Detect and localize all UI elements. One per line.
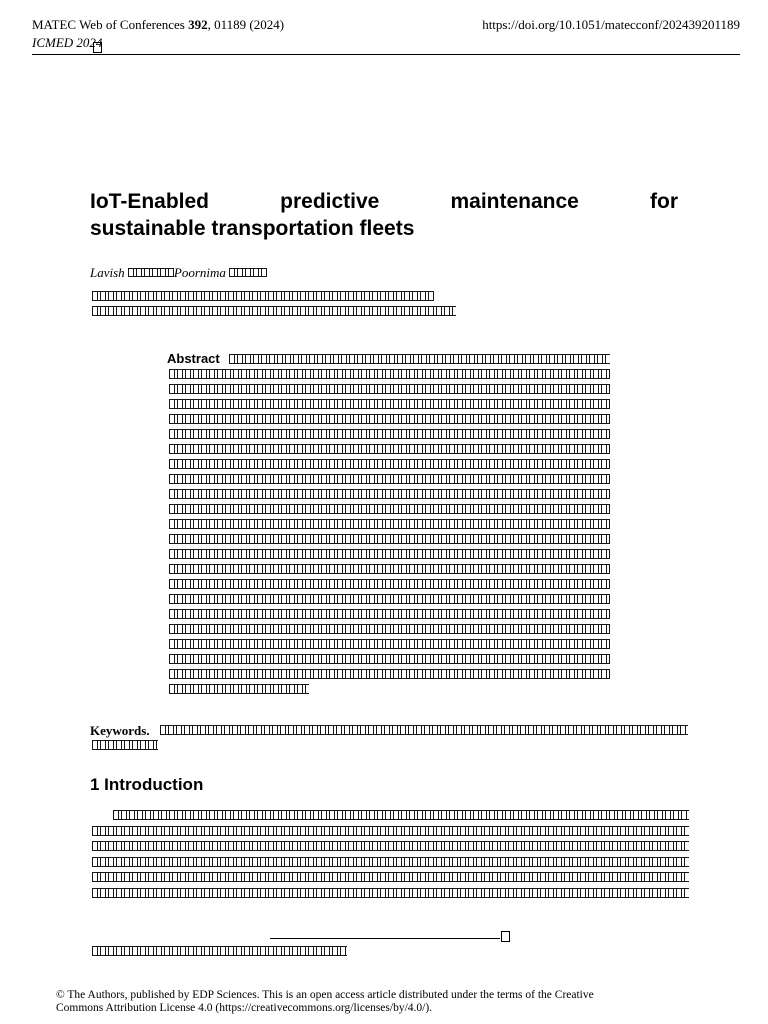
garbled-text-line: [92, 857, 689, 867]
paper-title-line-2: sustainable transportation fleets: [90, 217, 415, 240]
garbled-text-line: [169, 474, 610, 484]
garbled-text-line: [169, 399, 610, 409]
license-line-1: © The Authors, published by EDP Sciences. This is an open access article distributed under the terms of the Creative: [56, 989, 594, 1001]
keywords-label: Keywords.: [90, 723, 150, 738]
garbled-text-line: [169, 624, 610, 634]
garbled-text-line: [169, 639, 610, 649]
garbled-text-line: [169, 384, 610, 394]
garbled-text-line: [169, 669, 610, 679]
garbled-text-line: [169, 489, 610, 499]
missing-glyph-icon: [93, 42, 102, 53]
footnote-rule: [270, 938, 500, 939]
garbled-text-line: [169, 579, 610, 589]
garbled-text: [128, 268, 174, 277]
journal-name: MATEC Web of Conferences: [32, 17, 189, 32]
garbled-text-line: [169, 684, 309, 694]
conference-name: ICMED 2024: [32, 35, 103, 50]
license-line-2: Commons Attribution License 4.0 (https://creativecommons.org/licenses/by/4.0/).: [56, 1002, 433, 1014]
garbled-text-line: [169, 519, 610, 529]
garbled-text-line: [113, 810, 689, 820]
garbled-text-line: [169, 534, 610, 544]
author-name: Poornima: [173, 265, 226, 280]
author-name: Lavish: [90, 265, 125, 280]
garbled-text-line: [169, 504, 610, 514]
garbled-text-line: [169, 594, 610, 604]
garbled-text-line: [169, 414, 610, 424]
footnote-line: [92, 946, 347, 956]
missing-glyph-icon: [501, 931, 510, 942]
affiliation-line: [92, 291, 434, 301]
garbled-text-line: [169, 459, 610, 469]
garbled-text-line: [92, 872, 689, 882]
garbled-text-line: [92, 826, 689, 836]
garbled-text-line: [169, 564, 610, 574]
garbled-text-line: [169, 549, 610, 559]
header-rule: [32, 54, 740, 55]
garbled-text-line: [169, 609, 610, 619]
garbled-text-line: [92, 841, 689, 851]
garbled-text-line: [169, 654, 610, 664]
article-number: , 01189 (2024): [207, 17, 285, 32]
section-heading-introduction: 1 Introduction: [90, 775, 204, 794]
garbled-text-line: [169, 429, 610, 439]
doi-link[interactable]: https://doi.org/10.1051/matecconf/202439201189: [482, 17, 740, 32]
affiliation-line: [92, 306, 456, 316]
garbled-text-line: [169, 369, 610, 379]
author-line: [90, 266, 267, 280]
keywords-line: [92, 740, 158, 750]
garbled-text-line: [92, 888, 689, 898]
paper-title-line-1: IoT-Enabled predictive maintenance for: [90, 190, 678, 213]
garbled-text-line: [229, 354, 610, 364]
journal-citation: [32, 17, 284, 32]
keywords-line: [160, 725, 688, 735]
abstract-label: Abstract: [167, 351, 220, 366]
volume-number: 392: [188, 17, 208, 32]
garbled-text-line: [169, 444, 610, 454]
garbled-text: [229, 268, 267, 277]
